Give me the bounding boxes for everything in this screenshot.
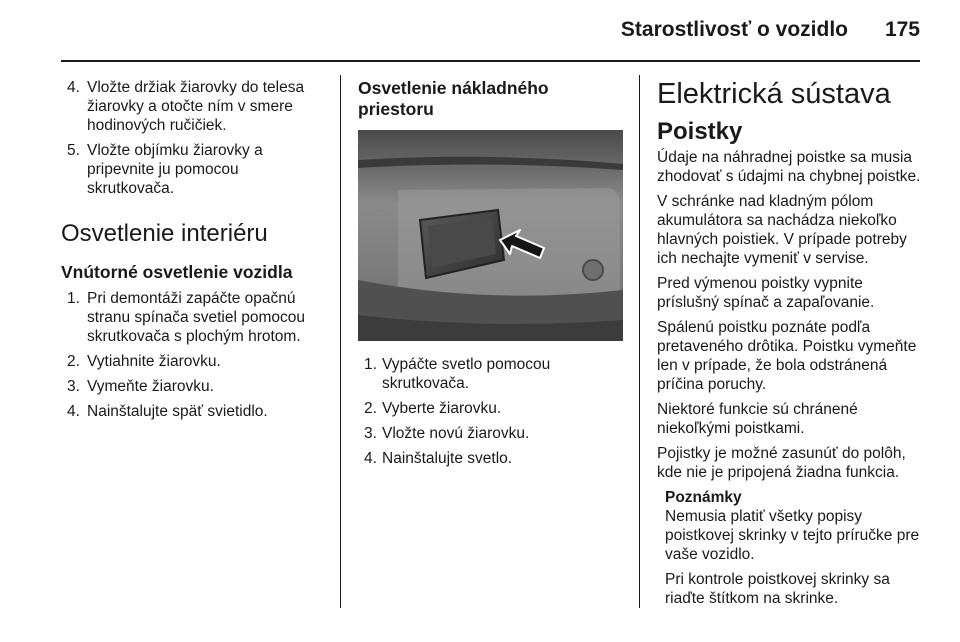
section-heading	[358, 78, 623, 120]
paragraph: V schránke nad kladným pólom akumulátora sa nachádza niekoľko hlavných poistiek. V prípade potreby ich nechajte vymeniť v servise.	[657, 193, 907, 267]
list-item	[358, 449, 623, 468]
paragraph: Údaje na náhradnej poistke sa musia zhodovať s údajmi na chybnej poistke.	[657, 149, 921, 185]
list-item	[358, 355, 623, 393]
column-1	[61, 78, 323, 427]
step-text: Vypáčte svetlo pomocou skrutkovača.	[382, 356, 551, 392]
note-paragraph: Nemusia platiť všetky popisy poistkovej skrinky v tejto príručke pre vaše vozidlo.	[665, 508, 920, 563]
chapter-heading: Elektrická sústava	[657, 78, 891, 110]
step-text: Nainštalujte svetlo.	[382, 450, 513, 467]
step-text: Vymeňte žiarovku.	[87, 378, 214, 395]
section-heading: Poistky	[657, 118, 743, 145]
paragraph: Pojistky je možné zasunúť do polôh, kde nie je pripojená žiadna funkcia.	[657, 445, 906, 481]
step-number: 3.	[364, 425, 377, 442]
page-number: 175	[884, 18, 920, 41]
page-header	[0, 0, 960, 62]
column-3	[657, 78, 927, 614]
cargo-light-photo	[358, 130, 623, 341]
step-number: 1.	[67, 290, 80, 307]
list-item	[61, 78, 323, 135]
note-title: Poznámky	[665, 489, 742, 506]
steps-list	[358, 355, 623, 468]
step-number: 4.	[67, 403, 80, 420]
heading-line: Osvetlenie nákladného	[358, 78, 549, 98]
paragraph: Pred výmenou poistky vypnite príslušný spínač a zapaľovanie.	[657, 275, 875, 311]
column-divider-1	[340, 75, 341, 608]
step-text: Vyberte žiarovku.	[382, 400, 502, 417]
list-item	[358, 424, 623, 443]
cargo-light-illustration	[358, 130, 623, 341]
step-number: 5.	[67, 142, 80, 159]
header-rule	[61, 60, 920, 62]
header-title: Starostlivosť o vozidlo	[620, 18, 848, 41]
step-number: 4.	[364, 450, 377, 467]
heading-line: priestoru	[358, 99, 434, 119]
list-item	[61, 377, 323, 396]
step-number: 4.	[67, 79, 80, 96]
paragraph: Spálenú poistku poznáte podľa pretaveného drôtika. Poistku vymeňte len v prípade, že bola odstránená príčina poruchy.	[657, 319, 917, 393]
subsection-heading: Vnútorné osvetlenie vozidla	[61, 262, 293, 282]
note-box	[665, 488, 927, 608]
step-text: Vložte objímku žiarovky a pripevnite ju pomocou skrutkovača.	[87, 142, 263, 197]
step-text: Vložte držiak žiarovky do telesa žiarovky a otočte ním v smere hodinových ručičiek.	[87, 79, 305, 134]
step-number: 2.	[67, 353, 80, 370]
step-text: Vložte novú žiarovku.	[382, 425, 530, 442]
paragraph: Niektoré funkcie sú chránené niekoľkými poistkami.	[657, 401, 858, 437]
step-number: 2.	[364, 400, 377, 417]
section-heading: Osvetlenie interiéru	[61, 220, 268, 247]
step-number: 3.	[67, 378, 80, 395]
step-text: Nainštalujte späť svietidlo.	[87, 403, 268, 420]
steps-list-b	[61, 289, 323, 421]
step-number: 1.	[364, 356, 377, 373]
list-item	[358, 399, 623, 418]
step-text: Pri demontáži zapáčte opačnú stranu spínača svetiel pomocou skrutkovača s plochým hrotom.	[87, 290, 305, 345]
step-text: Vytiahnite žiarovku.	[87, 353, 221, 370]
list-item	[61, 141, 323, 198]
list-item	[61, 352, 323, 371]
list-item	[61, 402, 323, 421]
list-item	[61, 289, 323, 346]
column-2	[358, 78, 623, 474]
column-divider-2	[639, 75, 640, 608]
note-paragraph: Pri kontrole poistkovej skrinky sa riaďte štítkom na skrinke.	[665, 571, 890, 607]
steps-list-a	[61, 78, 323, 198]
